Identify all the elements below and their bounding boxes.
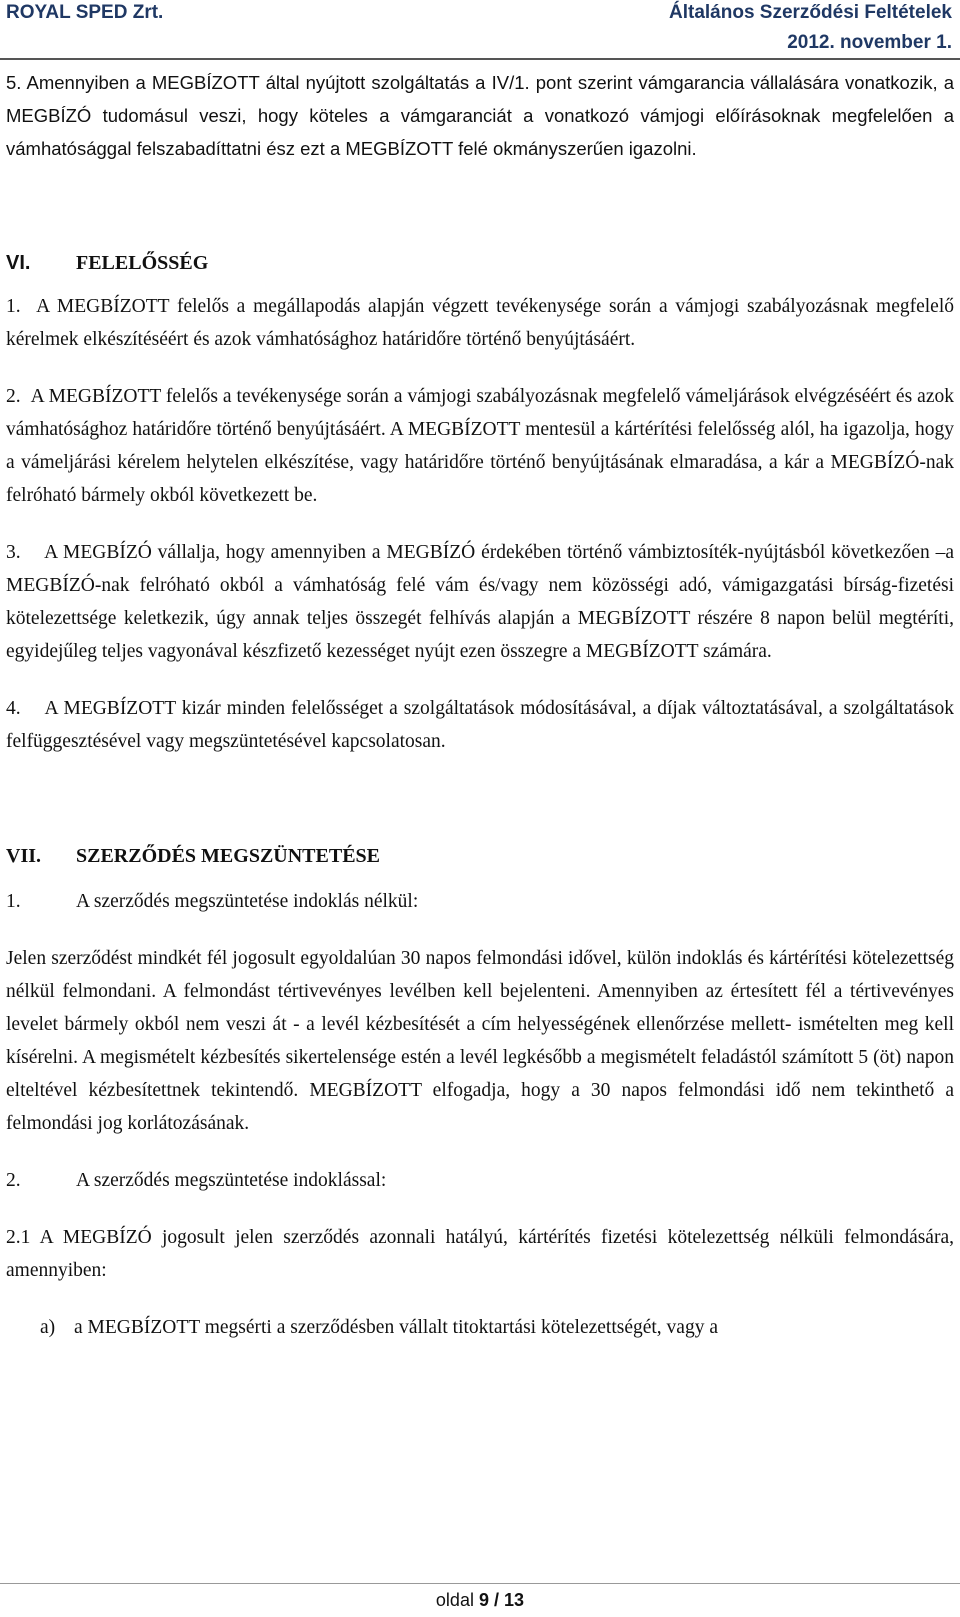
- section-vii-subheading-1: 1. A szerződés megszüntetése indoklás nélkül:: [6, 891, 419, 912]
- footer-divider: [0, 1583, 960, 1584]
- page-header: [0, 0, 960, 58]
- paragraph-5: 5. Amennyiben a MEGBÍZOTT által nyújtott szolgáltatás a IV/1. pont szerint vámgarancia vállalására vonatkozik, a MEGBÍZÓ tudomásul veszi, hogy köteles a vámgaranciát a vonatkozó vámjogi előírásoknak megfelelően a vámhatósággal felszabadíttatni ész ezt a MEGBÍZOTT felé okmányszerűen igazolni.: [6, 72, 954, 159]
- page-footer: [0, 1590, 960, 1611]
- document-title: Általános Szerződési Feltételek: [669, 2, 952, 23]
- section-number: VI.: [6, 252, 31, 274]
- section-title: SZERZŐDÉS MEGSZÜNTETÉSE: [76, 845, 380, 867]
- section-vii-subheading-2: 2. A szerződés megszüntetése indoklással:: [6, 1170, 387, 1191]
- page-label: oldal: [435, 1590, 474, 1610]
- section-number: VII.: [6, 845, 42, 867]
- document-date: 2012. november 1.: [787, 32, 952, 53]
- page-separator: /: [494, 1590, 500, 1610]
- section-title: FELELŐSSÉG: [76, 252, 209, 274]
- page-current: 9: [478, 1590, 489, 1610]
- section-vi-paragraph-2: 2. A MEGBÍZOTT felelős a tevékenysége során a vámjogi szabályozásnak megfelelő vámeljárások elvégzéséért és azok vámhatósághoz határidőre történő benyújtásáért. A MEGBÍZOTT mentesül a kártérítési felelősség alól, ha igazolja, hogy a vámeljárási kérelem helytelen elkészítése, vagy határidőre történő benyújtásának elmaradása, a kár a MEGBÍZÓ-nak felróható bármely okból következett be.: [6, 386, 954, 506]
- header-divider: [0, 58, 960, 60]
- page-total: 13: [504, 1590, 525, 1610]
- company-name: ROYAL SPED Zrt.: [6, 2, 164, 23]
- list-item-a: a) a MEGBÍZOTT megsérti a szerződésben vállalt titoktartási kötelezettségét, vagy a: [40, 1317, 718, 1338]
- section-vi-paragraph-1: 1. A MEGBÍZOTT felelős a megállapodás alapján végzett tevékenysége során a vámjogi szabályozásnak megfelelő kérelmek elkészítéséért és azok vámhatósághoz határidőre történő benyújtásáért.: [6, 296, 954, 350]
- section-heading-vii: [6, 840, 954, 873]
- section-vi-paragraph-3: 3. A MEGBÍZÓ vállalja, hogy amennyiben a MEGBÍZÓ érdekében történő vámbiztosíték-nyújtásból következően –a MEGBÍZÓ-nak felróható okból a vámhatóság felé vám és/vagy nem közösségi adó, vámigazgatási bírság-fizetési kötelezettsége keletkezik, úgy annak teljes összegét felhívás alapján a MEGBÍZOTT részére 8 napon belül megtéríti, egyidejűleg teljes vagyonával készfizető kezességet nyújt ezen összegre a MEGBÍZOTT számára.: [6, 542, 954, 662]
- section-vi-paragraph-4: 4. A MEGBÍZOTT kizár minden felelősséget a szolgáltatások módosításával, a díjak változtatásával, a szolgáltatások felfüggesztésével vagy megszüntetésével kapcsolatosan.: [6, 698, 954, 752]
- section-vii-paragraph-2-1: 2.1 A MEGBÍZÓ jogosult jelen szerződés azonnali hatályú, kártérítés fizetési kötelezettség nélküli felmondására, amennyiben:: [6, 1227, 954, 1281]
- section-vii-paragraph-1: Jelen szerződést mindkét fél jogosult egyoldalúan 30 napos felmondási idővel, külön indoklás és kártérítési kötelezettség nélkül felmondani. A felmondást tértivevényes levélben kell bejelenteni. Amennyiben az értesített fél a tértivevényes levelet bármely okból nem veszi át - a levél kézbesítését a cím helyességének ellenőrzése mellett- ismételten meg kell kísérelni. A megismételt kézbesítés sikertelensége estén a levél legkésőbb a megismételt feladástól számított 5 (öt) napon elteltével kézbesítettnek tekintendő. MEGBÍZOTT elfogadja, hogy a 30 napos felmondási idő nem tekinthető a felmondási jog korlátozásának.: [6, 948, 954, 1134]
- document-body: [6, 66, 954, 1344]
- section-heading-vi: [6, 247, 954, 280]
